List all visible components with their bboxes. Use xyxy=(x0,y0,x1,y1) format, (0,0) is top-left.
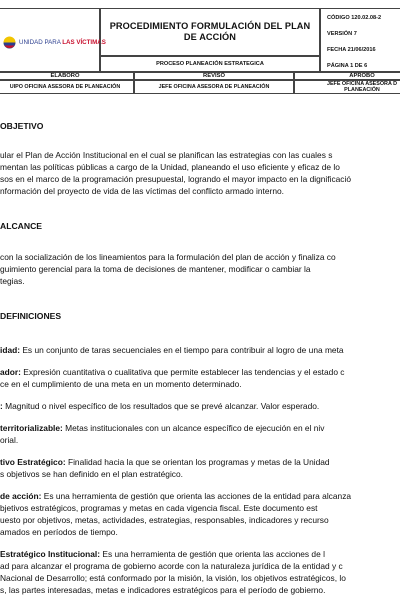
definition-line: uesto por objetivos, metas, actividades, estrategias, responsables, indicadores y recurso xyxy=(0,515,329,525)
definition-line: bjetivos estratégicos, programas y metas en cada vigencia fiscal. Este documento est xyxy=(0,503,318,513)
definition-line: ce en el cumplimiento de una meta en un momento determinado. xyxy=(0,379,242,389)
definition-line: s objetivos se han definido en el plan estratégico. xyxy=(0,469,183,479)
definition-term: Estratégico Institucional: xyxy=(0,549,101,559)
definicion-plan-estrategico xyxy=(0,549,325,559)
aprobo-line-2: PLANEACIÓN xyxy=(344,87,380,93)
process-label: PROCESO PLANEACIÓN ESTRATEGICA xyxy=(156,61,264,67)
definicion-meta xyxy=(0,401,319,411)
alcance-line: con la socialización de los lineamientos para la formulación del plan de acción y finaliza co xyxy=(0,252,336,262)
definition-text: Es una herramienta de gestión que orienta las acciones de l xyxy=(100,549,325,559)
elaboro-value: UIPO OFICINA ASESORA DE PLANEACIÓN xyxy=(0,80,134,94)
version-label: VERSIÓN 7 xyxy=(327,31,357,37)
objetivo-line: sos en el marco de la programación presupuestal, logrando el mayor impacto en la dignificació xyxy=(0,174,352,184)
definicion-actividad xyxy=(0,345,344,355)
aprobo-value xyxy=(294,80,400,94)
definition-text: Es un conjunto de taras secuenciales en el tiempo para contribuir al logro de una meta xyxy=(20,345,344,355)
colombia-flag-icon xyxy=(3,36,16,49)
alcance-line: tegias. xyxy=(0,276,25,286)
definition-term: : xyxy=(0,401,3,411)
definition-line: orial. xyxy=(0,435,19,445)
definition-term: tivo Estratégico: xyxy=(0,457,66,467)
unidad-victimas-logo xyxy=(3,36,106,49)
reviso-header: REVISÓ xyxy=(134,72,294,80)
definition-line: amados en períodos de tiempo. xyxy=(0,527,118,537)
definiciones-heading: DEFINICIONES xyxy=(0,311,62,321)
objetivo-heading: OBJETIVO xyxy=(0,121,44,131)
definition-term: idad: xyxy=(0,345,21,355)
definition-term: territorializable: xyxy=(0,423,63,433)
logo-text-prefix: UNIDAD PARA xyxy=(19,39,63,46)
definicion-indicador xyxy=(0,367,345,377)
definition-text: Expresión cuantitativa o cualitativa que permite establecer las tendencias y el estado c xyxy=(20,367,345,377)
definicion-plan-accion xyxy=(0,491,351,501)
definition-text: Es una herramienta de gestión que orienta las acciones de la entidad para alcanza xyxy=(41,491,352,501)
pagina-label: PÁGINA 1 DE 6 xyxy=(327,63,368,69)
definition-term: de acción: xyxy=(0,491,42,501)
alcance-line: guimiento gerencial para la toma de decisiones de mantener, modificar o cambiar la xyxy=(0,264,311,274)
document-title xyxy=(100,8,320,56)
codigo-label: CÓDIGO 120.02.08-2 xyxy=(327,15,382,21)
objetivo-line: nformación del proyecto de vida de las víctimas del conflicto armado interno. xyxy=(0,186,284,196)
definicion-objetivo-estrategico xyxy=(0,457,330,467)
aprobo-line-1: JEFE OFICINA ASESORA D xyxy=(326,80,398,87)
elaboro-header: ELABORO xyxy=(0,72,134,80)
reviso-value: JEFE OFICINA ASESORA DE PLANEACIÓN xyxy=(134,80,294,94)
logo-cell xyxy=(0,8,106,72)
process-name xyxy=(100,56,320,72)
objetivo-line: mentan las políticas públicas a cargo de la Unidad, planeando el uso eficiente y eficaz de lo xyxy=(0,162,340,172)
title-line-2: DE ACCIÓN xyxy=(183,32,237,42)
alcance-heading: ALCANCE xyxy=(0,221,43,231)
definition-text: Metas institucionales con un alcance específico de ejecución en el niv xyxy=(62,423,325,433)
definicion-meta-territorializable xyxy=(0,423,325,433)
definition-line: s, las partes interesadas, metas e indicadores estratégicos para el período de gobierno. xyxy=(0,585,326,595)
objetivo-line: ular el Plan de Acción Institucional en el cual se planifican las estrategias con las cuales s xyxy=(0,150,333,160)
definition-term: ador: xyxy=(0,367,21,377)
logo-text-bold: LAS VÍCTIMAS xyxy=(62,39,106,46)
document-meta xyxy=(320,8,400,72)
definition-text: Finalidad hacia la que se orientan los programas y metas de la Unidad xyxy=(65,457,330,467)
definition-line: Nacional de Desarrollo; está conformado por la misión, la visión, los objetivos estratégicos, lo xyxy=(0,573,346,583)
definition-text: Magnitud o nivel específico de los resultados que se prevé alcanzar. Valor esperado. xyxy=(2,401,320,411)
aprobo-header: APROBO xyxy=(294,72,400,80)
title-line-1: PROCEDIMIENTO FORMULACIÓN DEL PLAN xyxy=(109,20,311,31)
definition-line: ad para alcanzar el programa de gobierno acorde con la naturaleza jurídica de la entidad y c xyxy=(0,561,343,571)
fecha-label: FECHA 21/06/2016 xyxy=(327,47,376,53)
